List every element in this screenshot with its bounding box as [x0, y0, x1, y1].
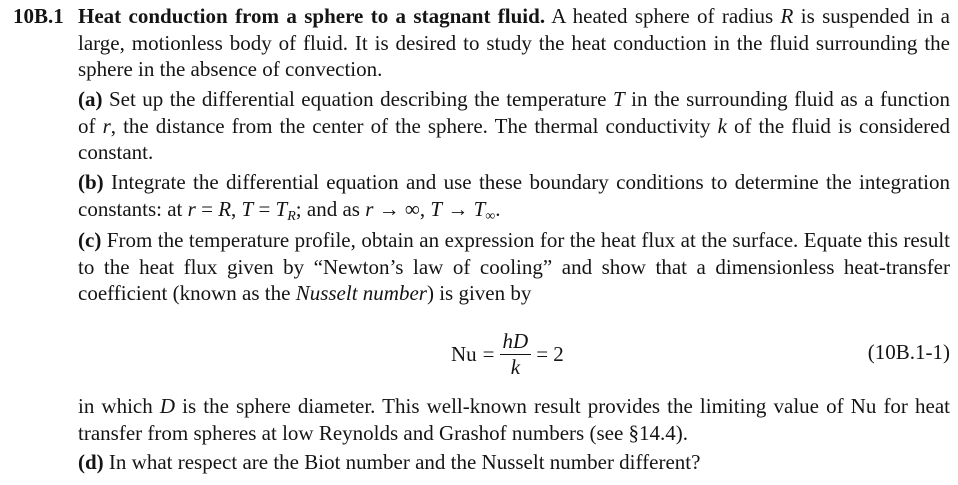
part-a — [78, 86, 950, 166]
part-a-var-r: r — [102, 113, 111, 138]
part-b-text-1: Integrate the differential equation and use these boundary conditions to determine the integration constants: at — [78, 170, 950, 221]
part-d-label: (d) — [78, 450, 104, 474]
bc-eq-1: = — [195, 196, 219, 221]
after-text-2: is the sphere diameter. This well-known result provides the limiting value of Nu for heat transfer from spheres at low Reynolds and Grashof numbers (see §14.4). — [78, 394, 951, 445]
bc-var-TR: T — [275, 196, 288, 221]
bc-eq-2: = — [253, 196, 276, 221]
part-a-label: (a) — [78, 87, 103, 111]
part-a-var-k: k — [717, 113, 727, 138]
part-c-text-2: ) is given by — [426, 281, 532, 306]
equation-10B1-1 — [0, 320, 958, 380]
part-d-text: In what respect are the Biot number and the Nusselt number different? — [103, 450, 701, 474]
bc-sub-inf: ∞ — [485, 208, 496, 224]
part-b-label: (b) — [78, 170, 104, 194]
part-b — [78, 169, 950, 222]
bc-limit-2: → — [442, 196, 474, 221]
eq-numerator: hD — [500, 330, 532, 355]
bc-var-r-2: r — [365, 196, 374, 221]
part-c-text-1: From the temperature profile, obtain an expression for the heat flux at the surface. Equate this result to the heat flux given by “Newton’s law of cooling” and show that a dimensionless heat-transfer coefficient (known as the — [78, 228, 950, 306]
equation-body — [451, 330, 564, 378]
equation-number: (10B.1-1) — [867, 340, 950, 364]
part-a-text-3: , the distance from the center of the sphere. The thermal conductivity — [110, 113, 718, 138]
eq-fraction — [500, 330, 532, 378]
after-equation-text — [78, 393, 950, 446]
part-d — [78, 449, 950, 476]
problem-number: 10B.1 — [13, 4, 64, 28]
bc-sep-2: ; and as — [295, 196, 366, 221]
bc-var-T-2: T — [430, 196, 443, 221]
intro-var-R: R — [780, 4, 794, 28]
bc-sub-R: R — [287, 208, 296, 224]
intro-text-2: is suspended in a large, motionless body of fluid. It is desired to study the heat conduction in the fluid surrounding the sphere in the absence of convection. — [78, 4, 950, 82]
after-var-D: D — [159, 394, 176, 418]
eq-denominator: k — [510, 355, 521, 379]
eq-equals: = — [482, 341, 495, 366]
bc-sep-1: , — [231, 196, 242, 221]
part-c — [78, 227, 950, 307]
bc-var-r: r — [187, 196, 196, 221]
problem-intro — [78, 3, 950, 83]
problem-title: Heat conduction from a sphere to a stagnant fluid. — [78, 4, 546, 28]
eq-lhs: Nu — [451, 341, 477, 366]
part-a-text-4: of the fluid is considered constant. — [78, 113, 950, 165]
nusselt-term: Nusselt number — [295, 281, 427, 306]
part-a-text-2: in the surrounding fluid as a function of — [78, 87, 950, 138]
bc-end: . — [495, 196, 501, 221]
part-c-label: (c) — [78, 228, 102, 252]
bc-var-Tinf: T — [473, 196, 486, 221]
part-a-var-T: T — [612, 87, 625, 111]
intro-text: A heated sphere of radius — [551, 4, 781, 28]
eq-rhs: = 2 — [536, 341, 564, 366]
after-text-1: in which — [78, 394, 160, 418]
bc-var-R: R — [218, 196, 232, 221]
bc-var-T: T — [241, 196, 254, 221]
part-a-text-1: Set up the differential equation describing the temperature — [102, 87, 613, 111]
bc-limit-1: → ∞, — [373, 196, 431, 221]
